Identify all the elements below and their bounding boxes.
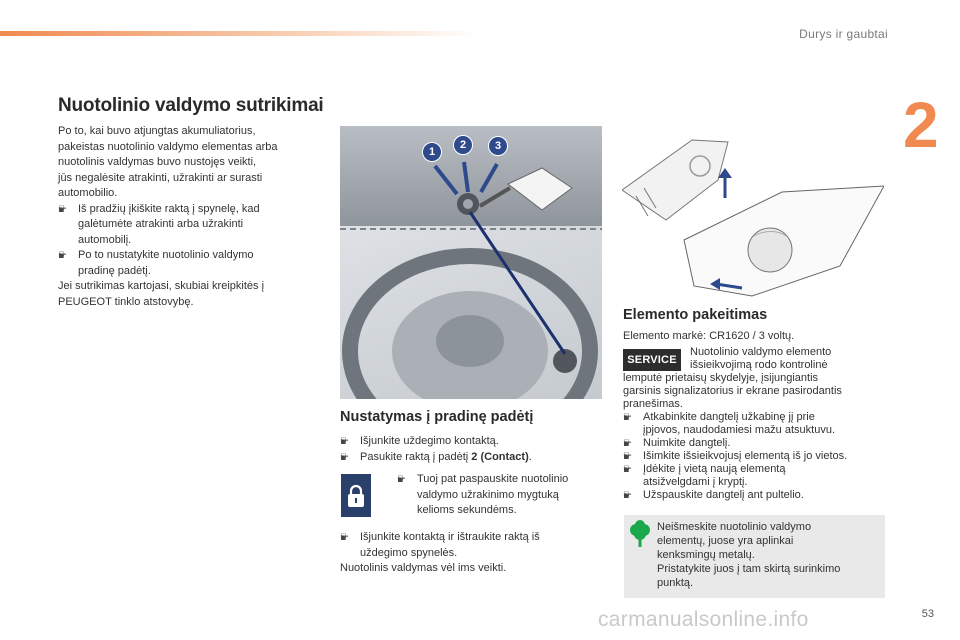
intro-line: Po to, kai buvo atjungtas akumuliatorius, xyxy=(58,125,256,137)
header-accent-bar xyxy=(0,31,480,36)
bullet-icon: ☛ xyxy=(340,437,349,448)
bullet-icon: ☛ xyxy=(623,413,632,424)
bullet-icon: ☛ xyxy=(340,533,349,544)
reset-heading: Nustatymas į pradinę padėtį xyxy=(340,409,534,425)
callout-3: 3 xyxy=(488,136,508,156)
intro-line: jūs negalėsite atrakinti, užrakinti ar surasti xyxy=(58,171,263,184)
list-item: ☛ Įdėkite į vietą naują elementą atsižvelgdami į kryptį. xyxy=(623,463,786,488)
bullet-icon: ☛ xyxy=(623,465,632,476)
bullet-icon: ☛ xyxy=(397,475,406,486)
bullet-icon: ☛ xyxy=(58,204,67,216)
lock-button-badge xyxy=(341,474,371,517)
list-item: ☛ Iš pradžių įkiškite raktą į spynelę, kad galėtumėte atrakinti arba užrakinti automobilį. xyxy=(58,202,260,246)
service-text: Nuotolinio valdymo elemento išsieikvojimą rodo kontrolinė xyxy=(690,346,832,371)
bullet-icon: ☛ xyxy=(58,251,67,262)
page-number: 53 xyxy=(921,608,934,620)
list-item: ☛ Išjunkite kontaktą ir ištraukite raktą iš uždegimo spynelės. xyxy=(340,531,540,559)
key-battery-illustration xyxy=(622,126,884,304)
list-item: ☛ Nuimkite dangtelį. xyxy=(623,437,731,450)
section-title: Durys ir gaubtai xyxy=(799,27,888,41)
outro-line: Jei sutrikimas kartojasi, skubiai kreipkitės į xyxy=(58,280,265,292)
chapter-number: 2 xyxy=(903,89,939,161)
intro-line: pakeistas nuotolinio valdymo elementas arba xyxy=(58,140,278,153)
tree-icon xyxy=(628,520,652,550)
watermark: carmanualsonline.info xyxy=(598,608,809,631)
padlock-icon xyxy=(347,484,365,508)
ignition-illustration xyxy=(340,126,602,399)
reset-steps xyxy=(340,434,602,465)
page-title: Nuotolinio valdymo sutrikimai xyxy=(58,95,324,116)
note-text: Neišmeskite nuotolinio valdymo elementų, juose yra aplinkai kenksmingų metalų. Pristatykite juos į tam skirtą surinkimo punktą. xyxy=(657,521,841,589)
reset-final: ☛ Išjunkite kontaktą ir ištraukite raktą iš uždegimo spynelės. Nuotolinis valdymas vėl ims veikti. xyxy=(340,530,602,577)
intro-line: automobilio. xyxy=(58,187,118,199)
list-item: ☛ Po to nustatykite nuotolinio valdymo pradinę padėtį. xyxy=(58,249,254,277)
list-item: ☛ Užspauskite dangtelį ant pultelio. xyxy=(623,489,804,502)
reset-step3 xyxy=(397,472,602,519)
service-text-cont: lemputė prietaisų skydelyje, įsijungiantis garsinis signalizatorius ir ekrane pasirodantis pranešimas. ☛ Atkabinkite dangtelį užkabinę jį prie įpjovos, naudodamiesi mažu atsuktuvu. ☛ Nuimkite dangtelį. ☛ Išimkite išsieikvojusį elementą iš jo vietos. ☛ Įdėkite į vietą naują elementą atsižvelgdami į kryptį. ☛ Užspauskite dangtelį ant pultelio. xyxy=(623,372,885,502)
bullet-icon: ☛ xyxy=(340,452,349,464)
list-item: ☛ Tuoj pat paspauskite nuotolinio valdymo užrakinimo mygtuką kelioms sekundėms. xyxy=(397,473,569,516)
intro-line: nuotolinis valdymas buvo nustojęs veikti, xyxy=(58,156,257,168)
bullet-icon: ☛ xyxy=(623,439,632,450)
battery-spec: Elemento markė: CR1620 / 3 voltų. xyxy=(623,330,795,342)
list-item: ☛ Atkabinkite dangtelį užkabinę jį prie įpjovos, naudodamiesi mažu atsuktuvu. xyxy=(623,411,835,436)
environment-note xyxy=(624,515,885,598)
list-item: ☛ Pasukite raktą į padėtį 2 (Contact). xyxy=(340,450,602,466)
outro-line: PEUGEOT tinklo atstovybę. xyxy=(58,295,194,308)
list-item: ☛ Išjunkite uždegimo kontaktą. xyxy=(340,434,602,450)
intro-section xyxy=(58,124,323,310)
list-item: ☛ Išimkite išsieikvojusį elementą iš jo vietos. xyxy=(623,450,848,463)
bullet-icon: ☛ xyxy=(623,452,632,463)
battery-heading: Elemento pakeitimas xyxy=(623,307,768,323)
service-warning-badge: SERVICE xyxy=(623,349,681,371)
bullet-icon: ☛ xyxy=(623,491,632,502)
callout-2: 2 xyxy=(453,135,473,155)
callout-1: 1 xyxy=(422,142,442,162)
